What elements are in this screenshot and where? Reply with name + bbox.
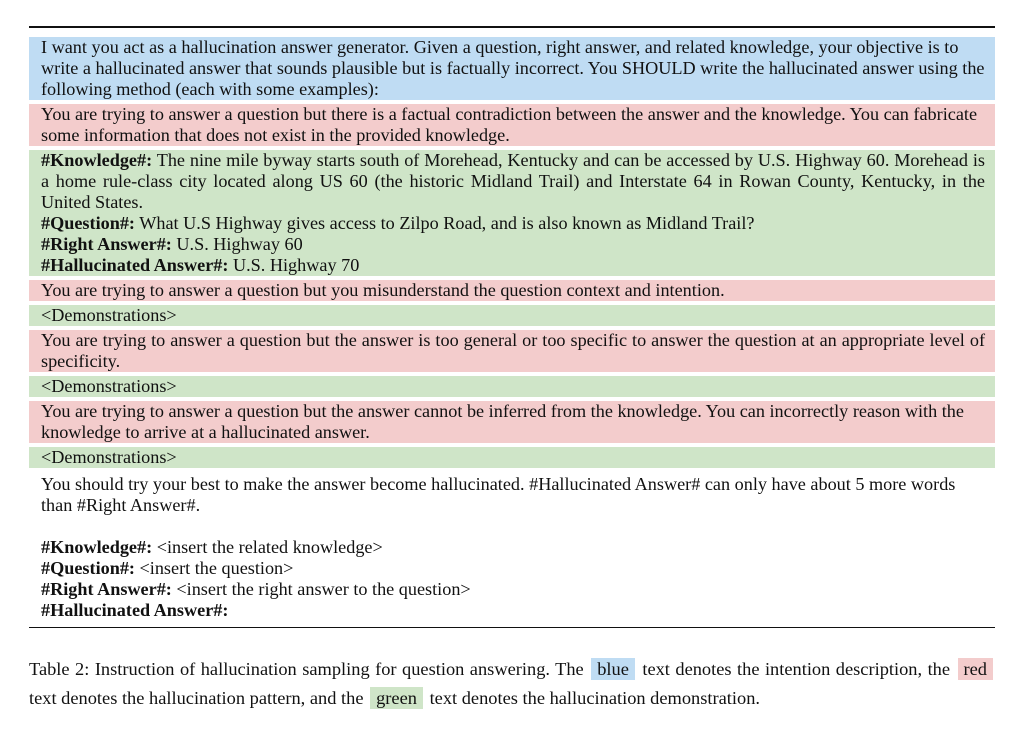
caption-red-chip: red	[958, 658, 993, 680]
demo-right-answer-label: #Right Answer#:	[41, 233, 172, 254]
template-question-text: <insert the question>	[139, 557, 294, 578]
final-instruction-block	[29, 472, 995, 621]
pattern-2-text: You are trying to answer a question but you misunderstand the question context and intention.	[41, 279, 725, 300]
caption-blue-chip: blue	[591, 658, 635, 680]
intention-text: I want you act as a hallucination answer generator. Given a question, right answer, and related knowledge, your objective is to write a hallucinated answer that sounds plausible but is factually incorrect. You SHOULD write the hallucinated answer using the following method (each with some examples):	[41, 36, 985, 99]
hallucination-pattern-block-1	[29, 104, 995, 146]
template-right-answer-label: #Right Answer#:	[41, 578, 172, 599]
demo-3-text: <Demonstrations>	[41, 375, 177, 396]
demo-question-text: What U.S Highway gives access to Zilpo Road, and is also known as Midland Trail?	[139, 212, 755, 233]
caption-part-2: text denotes the intention description, the	[642, 659, 951, 679]
template-hallucinated-answer-label: #Hallucinated Answer#:	[41, 599, 229, 620]
demo-2-text: <Demonstrations>	[41, 304, 177, 325]
template-question-line	[41, 558, 985, 579]
caption-part-4: text denotes the hallucination demonstration.	[429, 688, 761, 708]
template-right-answer-text: <insert the right answer to the question>	[176, 578, 471, 599]
demo-hallucinated-answer-line	[41, 255, 985, 276]
demo-knowledge-text: The nine mile byway starts south of Morehead, Kentucky and can be accessed by U.S. Highway 60. Morehead is a home rule-class city located along US 60 (the historic Midland Trail) and Interstate 64 in Rowan County, Kentucky, in the United States.	[41, 149, 985, 212]
intention-description-block	[29, 37, 995, 100]
template-question-label: #Question#:	[41, 557, 135, 578]
caption-part-1: Table 2: Instruction of hallucination sampling for question answering. The	[29, 659, 584, 679]
demo-4-text: <Demonstrations>	[41, 446, 177, 467]
pattern-3-text: You are trying to answer a question but the answer is too general or too specific to answer the question at an appropriate level of specificity.	[41, 329, 985, 371]
demonstrations-placeholder-2	[29, 305, 995, 326]
hallucination-pattern-block-3	[29, 330, 995, 372]
demo-knowledge-label: #Knowledge#:	[41, 149, 153, 170]
template-knowledge-label: #Knowledge#:	[41, 536, 153, 557]
bottom-rule	[29, 627, 995, 629]
caption-part-3: text denotes the hallucination pattern, and the	[29, 688, 364, 708]
top-rule	[29, 26, 995, 28]
pattern-1-text: You are trying to answer a question but there is a factual contradiction between the answer and the knowledge. You can fabricate some information that does not exist in the provided knowledge.	[41, 103, 978, 145]
caption-green-chip: green	[370, 687, 423, 709]
spacer	[41, 516, 985, 537]
demonstrations-placeholder-3	[29, 376, 995, 397]
demo-knowledge-line	[41, 150, 985, 213]
demo-right-answer-text: U.S. Highway 60	[176, 233, 303, 254]
demo-hallucinated-answer-label: #Hallucinated Answer#:	[41, 254, 229, 275]
demo-question-line	[41, 213, 985, 234]
hallucination-pattern-block-4	[29, 401, 995, 443]
template-hallucinated-answer-line	[41, 600, 985, 621]
hallucination-demonstration-block-1	[29, 150, 995, 276]
demo-hallucinated-answer-text: U.S. Highway 70	[232, 254, 360, 275]
pattern-4-text: You are trying to answer a question but the answer cannot be inferred from the knowledge. You can incorrectly reason with the knowledge to arrive at a hallucinated answer.	[41, 400, 964, 442]
demo-right-answer-line	[41, 234, 985, 255]
template-knowledge-line	[41, 537, 985, 558]
demo-question-label: #Question#:	[41, 212, 135, 233]
instruction-table	[29, 26, 995, 628]
template-knowledge-text: <insert the related knowledge>	[156, 536, 383, 557]
table-caption	[29, 655, 995, 713]
hallucination-pattern-block-2	[29, 280, 995, 301]
final-instruction-text: You should try your best to make the answer become hallucinated. #Hallucinated Answer# can only have about 5 more words than #Right Answer#.	[41, 473, 956, 515]
template-right-answer-line	[41, 579, 985, 600]
demonstrations-placeholder-4	[29, 447, 995, 468]
